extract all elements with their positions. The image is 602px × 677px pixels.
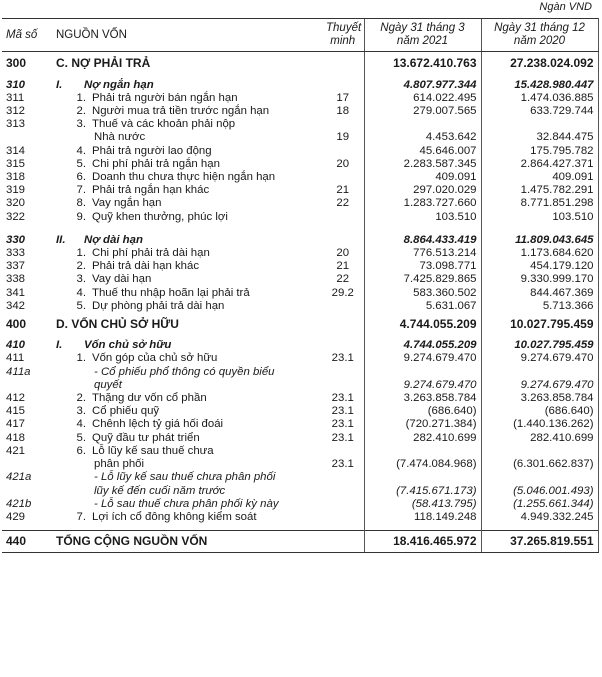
row-description: Nhà nước bbox=[94, 131, 146, 144]
row-description bbox=[52, 432, 322, 445]
header-note-label: Thuyết minh bbox=[326, 22, 362, 48]
row-previous-value bbox=[481, 471, 598, 484]
row-previous-value: 454.179.120 bbox=[481, 260, 598, 273]
row-code: 333 bbox=[6, 247, 26, 260]
row-description bbox=[52, 247, 322, 260]
row-code: 417 bbox=[6, 418, 26, 431]
row-previous-value: 1.474.036.885 bbox=[481, 92, 598, 105]
row-description bbox=[52, 145, 322, 158]
row-description bbox=[52, 260, 322, 273]
row-item-number: 2. bbox=[76, 260, 86, 273]
row-description bbox=[52, 405, 322, 418]
row-code: 421a bbox=[6, 471, 32, 484]
table-row bbox=[2, 118, 598, 131]
row-code: 338 bbox=[6, 273, 26, 286]
row-current-value: (720.271.384) bbox=[364, 418, 481, 431]
table-row bbox=[2, 105, 598, 118]
row-item-number: 9. bbox=[76, 210, 86, 223]
row-item-text: Phải trả ngắn hạn khác bbox=[92, 184, 210, 197]
row-previous-value: 8.771.851.298 bbox=[481, 197, 598, 210]
row-note-ref: 21 bbox=[336, 184, 350, 197]
row-note-ref: 18 bbox=[336, 105, 350, 118]
row-previous-value: 175.795.782 bbox=[481, 145, 598, 158]
table-row bbox=[2, 273, 598, 286]
row-code: 412 bbox=[6, 392, 26, 405]
row-code: 318 bbox=[6, 171, 26, 184]
row-item-number: 1. bbox=[76, 352, 86, 365]
row-item-number: 6. bbox=[76, 444, 86, 457]
row-item-text: Cổ phiếu quỹ bbox=[92, 405, 160, 418]
row-item-text: Quỹ đầu tư phát triển bbox=[92, 431, 200, 444]
row-previous-value: (5.046.001.493) bbox=[481, 485, 598, 498]
header-note bbox=[322, 19, 364, 52]
row-previous-value: 844.467.369 bbox=[481, 287, 598, 300]
row-item-number: 5. bbox=[76, 299, 86, 312]
row-item-number: 5. bbox=[76, 157, 86, 170]
row-current-value bbox=[364, 118, 481, 131]
total-row bbox=[2, 531, 598, 553]
row-code: 440 bbox=[2, 531, 52, 553]
row-current-value: 2.283.587.345 bbox=[364, 158, 481, 171]
row-description bbox=[52, 118, 322, 131]
table-row bbox=[2, 300, 598, 313]
row-note-ref bbox=[322, 471, 364, 484]
row-item-text: Vốn góp của chủ sở hữu bbox=[92, 352, 218, 365]
row-description bbox=[52, 335, 322, 352]
row-previous-value: 1.173.684.620 bbox=[481, 247, 598, 260]
row-item-text: Thuế và các khoản phải nộp bbox=[92, 118, 236, 131]
row-item-number: 7. bbox=[76, 510, 86, 523]
row-current-value: 4.807.977.344 bbox=[364, 75, 481, 92]
row-note-ref bbox=[322, 118, 364, 131]
row-note-ref bbox=[322, 145, 364, 158]
row-previous-value: 9.274.679.470 bbox=[481, 352, 598, 365]
table-row bbox=[2, 352, 598, 365]
row-note-ref: 23.1 bbox=[331, 431, 354, 444]
row-previous-value bbox=[481, 445, 598, 458]
table-row bbox=[2, 405, 598, 418]
header-previous-period bbox=[481, 19, 598, 52]
row-previous-value: 103.510 bbox=[481, 211, 598, 224]
subsection-row bbox=[2, 335, 598, 352]
row-code: 319 bbox=[6, 184, 26, 197]
row-item-text: Phải trả người bán ngắn hạn bbox=[92, 91, 238, 104]
row-note-ref: 23.1 bbox=[331, 352, 354, 365]
row-description bbox=[52, 352, 322, 365]
table-row bbox=[2, 287, 598, 300]
row-note-ref: 23.1 bbox=[331, 418, 354, 431]
row-previous-value: 27.238.024.092 bbox=[481, 52, 598, 75]
row-current-value: (686.640) bbox=[364, 405, 481, 418]
row-note-ref bbox=[322, 445, 364, 458]
row-item-text: Doanh thu chưa thực hiện ngắn hạn bbox=[92, 171, 276, 184]
row-item-number: 7. bbox=[76, 184, 86, 197]
row-previous-value: 9.274.679.470 bbox=[481, 379, 598, 392]
row-code: 312 bbox=[6, 105, 26, 118]
header-source-label: NGUỒN VỐN bbox=[56, 28, 127, 41]
row-description bbox=[52, 105, 322, 118]
row-current-value: 4.744.055.209 bbox=[364, 335, 481, 352]
row-note-ref: 22 bbox=[336, 273, 350, 286]
row-item-number: 1. bbox=[76, 91, 86, 104]
row-item-text: Vay ngắn hạn bbox=[92, 197, 162, 210]
row-description bbox=[52, 184, 322, 197]
row-code bbox=[2, 379, 52, 392]
row-note-ref bbox=[322, 498, 364, 511]
row-note-ref: 20 bbox=[336, 157, 350, 170]
row-note-ref: 17 bbox=[336, 91, 350, 104]
row-description bbox=[52, 171, 322, 184]
table-row bbox=[2, 498, 598, 511]
row-item-number: 2. bbox=[76, 392, 86, 405]
row-current-value: (7.474.084.968) bbox=[364, 458, 481, 471]
row-current-value: 614.022.495 bbox=[364, 92, 481, 105]
header-previous-line2: năm 2020 bbox=[513, 35, 566, 48]
row-note-ref: 23.1 bbox=[331, 458, 354, 471]
row-description: C. NỢ PHẢI TRẢ bbox=[56, 56, 151, 71]
row-description bbox=[52, 418, 322, 431]
row-roman-number: I. bbox=[56, 78, 63, 91]
row-current-value bbox=[364, 445, 481, 458]
row-item-text: Phải trả người lao động bbox=[92, 144, 212, 157]
table-row bbox=[2, 211, 598, 224]
row-code: 314 bbox=[6, 144, 26, 157]
row-note-ref bbox=[322, 300, 364, 313]
row-code: 411a bbox=[6, 365, 31, 378]
table-row bbox=[2, 392, 598, 405]
subsection-row bbox=[2, 75, 598, 92]
row-description: phân phối bbox=[94, 458, 145, 471]
row-description: TỔNG CỘNG NGUỒN VỐN bbox=[52, 531, 322, 553]
table-row bbox=[2, 485, 598, 498]
row-current-value bbox=[364, 366, 481, 379]
table-row bbox=[2, 445, 598, 458]
row-item-text: Chi phí phải trả dài hạn bbox=[92, 247, 210, 260]
table-row bbox=[2, 171, 598, 184]
row-description bbox=[52, 287, 322, 300]
row-previous-value: 282.410.699 bbox=[481, 432, 598, 445]
row-description: quyết bbox=[94, 378, 122, 391]
row-item-number: 6. bbox=[76, 171, 86, 184]
row-code: 310 bbox=[6, 78, 26, 91]
row-code: 400 bbox=[6, 317, 27, 332]
row-code: 429 bbox=[6, 510, 26, 523]
row-current-value: 118.149.248 bbox=[364, 511, 481, 524]
row-note-ref: 20 bbox=[336, 247, 350, 260]
row-roman-number: I. bbox=[56, 339, 63, 352]
table-row bbox=[2, 366, 598, 379]
row-current-value: 9.274.679.470 bbox=[364, 352, 481, 365]
header-source bbox=[52, 19, 322, 52]
row-description: D. VỐN CHỦ SỞ HỮU bbox=[56, 317, 179, 332]
row-item-text: Chi phí phải trả ngắn hạn bbox=[92, 157, 220, 170]
row-code: 341 bbox=[6, 286, 26, 299]
row-code: 300 bbox=[6, 56, 27, 71]
row-previous-value: 633.729.744 bbox=[481, 105, 598, 118]
row-description bbox=[52, 75, 322, 92]
row-item-text: Phải trả dài hạn khác bbox=[92, 260, 200, 273]
table-row bbox=[2, 458, 598, 471]
row-previous-value: 15.428.980.447 bbox=[481, 75, 598, 92]
row-note-ref bbox=[322, 211, 364, 224]
table-row bbox=[2, 158, 598, 171]
row-item-number: 3. bbox=[76, 273, 86, 286]
row-previous-value bbox=[481, 366, 598, 379]
row-current-value: 1.283.727.660 bbox=[364, 197, 481, 210]
row-description bbox=[52, 511, 322, 524]
row-item-text: Chênh lệch tỷ giá hối đoái bbox=[92, 418, 224, 431]
row-note-ref: 22 bbox=[336, 197, 350, 210]
row-code: 410 bbox=[6, 339, 26, 352]
row-previous-value: 32.844.475 bbox=[481, 131, 598, 144]
row-description bbox=[52, 300, 322, 313]
header-current-period bbox=[364, 19, 481, 52]
row-code: 342 bbox=[6, 299, 26, 312]
row-description bbox=[52, 211, 322, 224]
row-current-value: (7.415.671.173) bbox=[364, 485, 481, 498]
row-item-text: Thặng dư vốn cổ phần bbox=[92, 392, 207, 405]
header-current-line1: Ngày 31 tháng 3 bbox=[380, 22, 465, 34]
row-current-value: 4.453.642 bbox=[364, 131, 481, 144]
row-previous-value: (1.440.136.262) bbox=[481, 418, 598, 431]
row-current-value: 409.091 bbox=[364, 171, 481, 184]
row-note-ref: 19 bbox=[336, 131, 350, 144]
row-description: - Lỗ sau thuế chưa phân phối kỳ này bbox=[94, 497, 279, 510]
row-previous-value bbox=[481, 118, 598, 131]
row-code: 411 bbox=[6, 352, 25, 365]
row-current-value: 73.098.771 bbox=[364, 260, 481, 273]
row-description: - Cổ phiếu phổ thông có quyền biểu bbox=[94, 365, 275, 378]
table-row bbox=[2, 471, 598, 484]
row-description bbox=[52, 392, 322, 405]
row-item-text: Nợ ngắn hạn bbox=[84, 78, 154, 91]
row-description bbox=[52, 230, 322, 247]
row-item-number: 4. bbox=[76, 418, 86, 431]
table-row bbox=[2, 184, 598, 197]
row-code: 311 bbox=[6, 91, 25, 104]
table-row bbox=[2, 197, 598, 210]
balance-sheet-table bbox=[2, 18, 599, 553]
row-note-ref bbox=[322, 531, 364, 553]
row-code: 315 bbox=[6, 157, 26, 170]
row-previous-value: 37.265.819.551 bbox=[481, 531, 598, 553]
row-item-number: 4. bbox=[76, 144, 86, 157]
row-description bbox=[52, 158, 322, 171]
section-row bbox=[2, 52, 598, 75]
row-roman-number: II. bbox=[56, 233, 66, 246]
row-current-value: 13.672.410.763 bbox=[364, 52, 481, 75]
row-current-value: 18.416.465.972 bbox=[364, 531, 481, 553]
row-current-value: 279.007.565 bbox=[364, 105, 481, 118]
row-code: 418 bbox=[6, 431, 26, 444]
row-description: - Lỗ lũy kế sau thuế chưa phân phối bbox=[94, 471, 276, 484]
row-code bbox=[2, 458, 52, 471]
row-current-value: 9.274.679.470 bbox=[364, 379, 481, 392]
row-current-value: 103.510 bbox=[364, 211, 481, 224]
row-item-text: Dự phòng phải trả dài hạn bbox=[92, 299, 225, 312]
row-code: 322 bbox=[6, 210, 26, 223]
row-note-ref bbox=[322, 511, 364, 524]
row-previous-value: 409.091 bbox=[481, 171, 598, 184]
row-code: 337 bbox=[6, 260, 26, 273]
row-previous-value: 3.263.858.784 bbox=[481, 392, 598, 405]
row-current-value: 776.513.214 bbox=[364, 247, 481, 260]
row-current-value: 8.864.433.419 bbox=[364, 230, 481, 247]
row-previous-value: 5.713.366 bbox=[481, 300, 598, 313]
row-item-text: Nợ dài hạn bbox=[84, 233, 143, 246]
row-previous-value: 1.475.782.291 bbox=[481, 184, 598, 197]
table-body bbox=[2, 52, 598, 553]
row-item-number: 1. bbox=[76, 247, 86, 260]
table-row bbox=[2, 511, 598, 524]
row-current-value: 583.360.502 bbox=[364, 287, 481, 300]
row-code bbox=[2, 485, 52, 498]
row-note-ref bbox=[322, 52, 364, 75]
row-item-text: Thuế thu nhập hoãn lại phải trả bbox=[92, 286, 250, 299]
table-header-row bbox=[2, 19, 598, 52]
row-note-ref: 23.1 bbox=[331, 405, 354, 418]
row-previous-value: 11.809.043.645 bbox=[481, 230, 598, 247]
table-row bbox=[2, 92, 598, 105]
row-current-value: 3.263.858.784 bbox=[364, 392, 481, 405]
section-row bbox=[2, 313, 598, 335]
row-description bbox=[52, 197, 322, 210]
row-previous-value: (1.255.661.344) bbox=[481, 498, 598, 511]
row-item-text: Vốn chủ sở hữu bbox=[84, 339, 172, 352]
table-row bbox=[2, 379, 598, 392]
row-description bbox=[52, 92, 322, 105]
table-row bbox=[2, 260, 598, 273]
table-row bbox=[2, 432, 598, 445]
row-note-ref bbox=[322, 75, 364, 92]
row-item-text: Lỗ lũy kế sau thuế chưa bbox=[92, 444, 214, 457]
row-code: 415 bbox=[6, 405, 26, 418]
row-current-value: 5.631.067 bbox=[364, 300, 481, 313]
row-current-value: 297.020.029 bbox=[364, 184, 481, 197]
row-previous-value: (6.301.662.837) bbox=[481, 458, 598, 471]
row-note-ref bbox=[322, 171, 364, 184]
row-current-value: 282.410.699 bbox=[364, 432, 481, 445]
table-row bbox=[2, 247, 598, 260]
row-item-text: Lợi ích cổ đông không kiểm soát bbox=[92, 510, 257, 523]
row-previous-value: 10.027.795.459 bbox=[481, 335, 598, 352]
row-note-ref: 23.1 bbox=[331, 392, 354, 405]
row-note-ref bbox=[322, 230, 364, 247]
row-note-ref bbox=[322, 366, 364, 379]
row-code: 421b bbox=[6, 497, 32, 510]
row-item-number: 4. bbox=[76, 286, 86, 299]
row-item-number: 2. bbox=[76, 105, 86, 118]
row-note-ref bbox=[322, 485, 364, 498]
row-item-number: 5. bbox=[76, 431, 86, 444]
row-note-ref bbox=[322, 313, 364, 335]
row-current-value: 45.646.007 bbox=[364, 145, 481, 158]
row-current-value: 7.425.829.865 bbox=[364, 273, 481, 286]
row-note-ref bbox=[322, 379, 364, 392]
table-row bbox=[2, 145, 598, 158]
row-code bbox=[2, 131, 52, 144]
row-item-text: Vay dài hạn bbox=[92, 273, 152, 286]
subsection-row bbox=[2, 230, 598, 247]
row-description bbox=[52, 273, 322, 286]
row-item-number: 3. bbox=[76, 118, 86, 131]
row-code: 320 bbox=[6, 197, 26, 210]
row-description bbox=[52, 445, 322, 458]
row-previous-value: 4.949.332.245 bbox=[481, 511, 598, 524]
row-previous-value: (686.640) bbox=[481, 405, 598, 418]
row-item-text: Người mua trả tiền trước ngắn hạn bbox=[92, 105, 270, 118]
row-item-number: 3. bbox=[76, 405, 86, 418]
row-current-value bbox=[364, 471, 481, 484]
row-previous-value: 9.330.999.170 bbox=[481, 273, 598, 286]
header-code bbox=[2, 19, 52, 52]
row-current-value: (58.413.795) bbox=[364, 498, 481, 511]
row-previous-value: 10.027.795.459 bbox=[481, 313, 598, 335]
table-row bbox=[2, 131, 598, 144]
row-current-value: 4.744.055.209 bbox=[364, 313, 481, 335]
row-note-ref bbox=[322, 335, 364, 352]
row-note-ref: 29.2 bbox=[331, 286, 354, 299]
header-code-label: Mã số bbox=[6, 28, 38, 41]
header-current-line2: năm 2021 bbox=[396, 35, 449, 48]
header-previous-line1: Ngày 31 tháng 12 bbox=[494, 22, 585, 34]
row-item-number: 8. bbox=[76, 197, 86, 210]
row-item-text: Quỹ khen thưởng, phúc lợi bbox=[92, 210, 228, 223]
row-description: lũy kế đến cuối năm trước bbox=[94, 484, 226, 497]
row-code: 313 bbox=[6, 118, 26, 131]
currency-unit-label: Ngàn VND bbox=[539, 1, 592, 13]
row-code: 421 bbox=[6, 444, 26, 457]
row-note-ref: 21 bbox=[336, 260, 350, 273]
table-row bbox=[2, 418, 598, 431]
row-previous-value: 2.864.427.371 bbox=[481, 158, 598, 171]
row-code: 330 bbox=[6, 233, 26, 246]
